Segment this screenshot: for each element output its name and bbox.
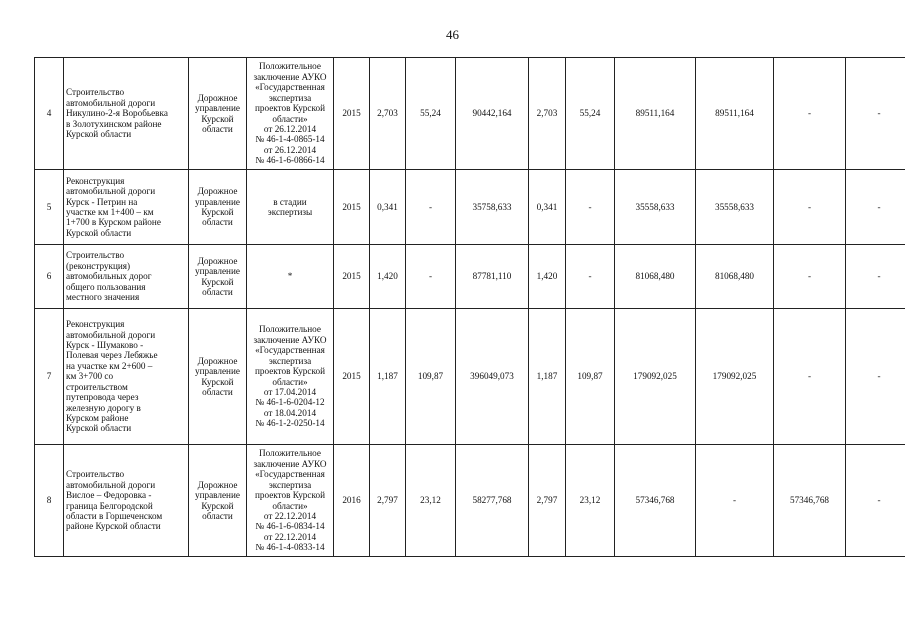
customer-org: Дорожное управление Курской области	[189, 58, 247, 170]
cost-total: 81068,480	[615, 245, 696, 309]
area-2: 23,12	[566, 445, 615, 557]
estimated-cost: 35758,633	[456, 170, 529, 245]
area: 55,24	[406, 58, 456, 170]
cost-col-13: 57346,768	[774, 445, 846, 557]
page-number: 46	[446, 27, 459, 42]
row-number: 5	[35, 170, 64, 245]
expertise-status: Положительное заключение АУКО «Государственная экспертиза проектов Курской области» от 22.12.2014 № 46-1-6-0834-14 от 22.12.2014 № 46-1-4-0833-14	[247, 445, 334, 557]
cost-total: 179092,025	[615, 309, 696, 445]
row-number: 8	[35, 445, 64, 557]
year: 2016	[334, 445, 370, 557]
object-name: Реконструкция автомобильной дороги Курск - Шумаково - Полевая через Лебяжье на участке км 2+600 – км 3+700 со строительством путепровода через железную дорогу в Курском районе Курской области	[64, 309, 189, 445]
estimated-cost: 90442,164	[456, 58, 529, 170]
object-name: Строительство автомобильной дороги Никулино-2-я Воробьевка в Золотухинском районе Курской области	[64, 58, 189, 170]
length-km: 2,703	[370, 58, 406, 170]
area: 109,87	[406, 309, 456, 445]
year: 2015	[334, 58, 370, 170]
objects-table	[34, 57, 905, 557]
area-2: 109,87	[566, 309, 615, 445]
table-row	[35, 309, 905, 445]
customer-org: Дорожное управление Курской области	[189, 245, 247, 309]
length-km-2: 1,420	[529, 245, 566, 309]
cost-col-14: -	[846, 58, 905, 170]
cost-col-12: -	[696, 445, 774, 557]
cost-col-12: 89511,164	[696, 58, 774, 170]
length-km: 0,341	[370, 170, 406, 245]
cost-col-13: -	[774, 245, 846, 309]
expertise-status: в стадии экспертизы	[247, 170, 334, 245]
year: 2015	[334, 170, 370, 245]
length-km-2: 0,341	[529, 170, 566, 245]
length-km: 1,420	[370, 245, 406, 309]
expertise-status: Положительное заключение АУКО «Государственная экспертиза проектов Курской области» от 26.12.2014 № 46-1-4-0865-14 от 26.12.2014 № 46-1-6-0866-14	[247, 58, 334, 170]
table-row	[35, 245, 905, 309]
length-km: 2,797	[370, 445, 406, 557]
cost-col-12: 35558,633	[696, 170, 774, 245]
estimated-cost: 87781,110	[456, 245, 529, 309]
area: -	[406, 170, 456, 245]
expertise-status: Положительное заключение АУКО «Государственная экспертиза проектов Курской области» от 17.04.2014 № 46-1-6-0204-12 от 18.04.2014 № 46-1-2-0250-14	[247, 309, 334, 445]
estimated-cost: 396049,073	[456, 309, 529, 445]
length-km-2: 2,703	[529, 58, 566, 170]
area-2: -	[566, 170, 615, 245]
object-name: Строительство автомобильной дороги Вислое – Федоровка - граница Белгородской области в Горшеченском районе Курской области	[64, 445, 189, 557]
area-2: 55,24	[566, 58, 615, 170]
table-row	[35, 58, 905, 170]
cost-total: 57346,768	[615, 445, 696, 557]
area-2: -	[566, 245, 615, 309]
cost-col-14: -	[846, 309, 905, 445]
customer-org: Дорожное управление Курской области	[189, 170, 247, 245]
expertise-status: *	[247, 245, 334, 309]
cost-col-12: 179092,025	[696, 309, 774, 445]
object-name: Реконструкция автомобильной дороги Курск - Петрин на участке км 1+400 – км 1+700 в Курском районе Курской области	[64, 170, 189, 245]
customer-org: Дорожное управление Курской области	[189, 445, 247, 557]
length-km: 1,187	[370, 309, 406, 445]
table-row	[35, 445, 905, 557]
cost-col-13: -	[774, 58, 846, 170]
year: 2015	[334, 245, 370, 309]
cost-col-12: 81068,480	[696, 245, 774, 309]
cost-col-13: -	[774, 170, 846, 245]
row-number: 7	[35, 309, 64, 445]
customer-org: Дорожное управление Курской области	[189, 309, 247, 445]
year: 2015	[334, 309, 370, 445]
row-number: 6	[35, 245, 64, 309]
length-km-2: 1,187	[529, 309, 566, 445]
cost-col-13: -	[774, 309, 846, 445]
cost-total: 35558,633	[615, 170, 696, 245]
area: -	[406, 245, 456, 309]
table-row	[35, 170, 905, 245]
length-km-2: 2,797	[529, 445, 566, 557]
estimated-cost: 58277,768	[456, 445, 529, 557]
area: 23,12	[406, 445, 456, 557]
cost-total: 89511,164	[615, 58, 696, 170]
row-number: 4	[35, 58, 64, 170]
cost-col-14: -	[846, 170, 905, 245]
cost-col-14: -	[846, 445, 905, 557]
cost-col-14: -	[846, 245, 905, 309]
object-name: Строительство (реконструкция) автомобильных дорог общего пользования местного значения	[64, 245, 189, 309]
